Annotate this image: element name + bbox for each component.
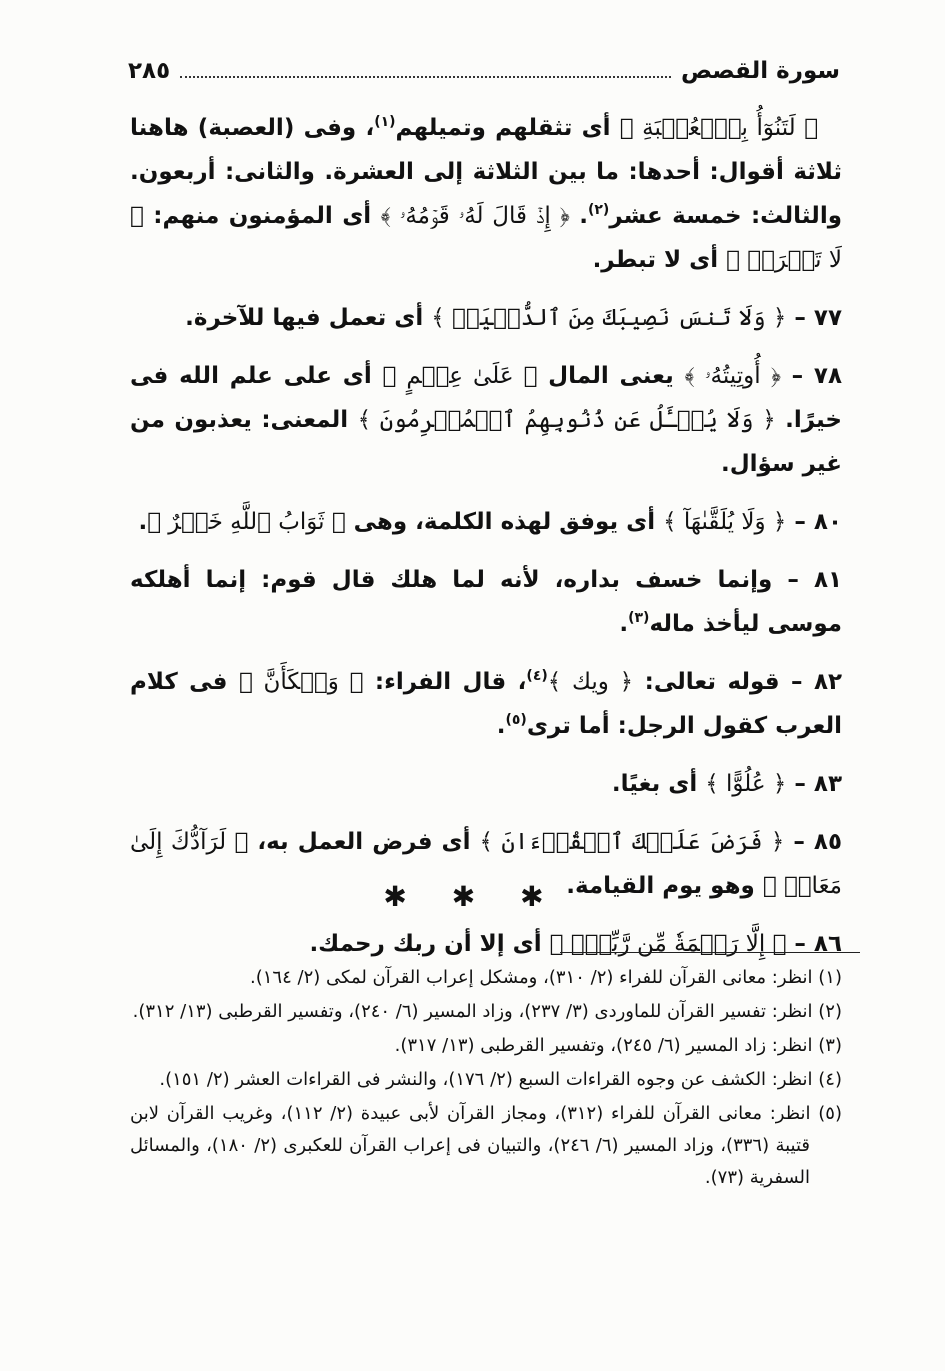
commentary-text: أى إلا أن ربك رحمك. <box>309 931 550 957</box>
paragraph-verse-83 <box>130 762 842 806</box>
footnote-ref: (٣) <box>628 610 650 626</box>
dotted-leader <box>180 58 671 78</box>
footnote-2: (٢) انظر: تفسير القرآن للماوردى (٣/ ٢٣٧)، وزاد المسير (٦/ ٢٤٠)، وتفسير القرطبى (١٣/ ٣١٢). <box>132 1001 842 1022</box>
footnote-divider <box>560 952 860 953</box>
commentary-text: يعنى المال <box>537 363 685 389</box>
commentary-text: وهو يوم القيامة. <box>566 873 763 899</box>
footnote-4: (٤) انظر: الكشف عن وجوه القراءات السبع (٢/ ١٧٦)، والنشر فى القراءات العشر (٢/ ١٥١). <box>159 1069 842 1090</box>
quran-quote: ﴿ لَتَنُوٓأُ بِٱلۡعُصۡبَةِ ﴾ <box>619 115 818 141</box>
commentary-text: أى المؤمنون منهم: <box>143 203 381 229</box>
page-header <box>128 58 840 92</box>
quran-quote: ﴿ عُلُوًّا ﴾ <box>705 771 787 797</box>
quran-quote: ﴿ وَلَا يُلَقَّىٰهَآ ﴾ <box>663 509 787 535</box>
commentary-text: . <box>496 713 506 739</box>
commentary-text: أى لا تبطر. <box>592 247 727 273</box>
footnote-1: (١) انظر: معانى القرآن للفراء (٢/ ٣١٠)، ومشكل إعراب القرآن لمكى (٢/ ١٦٤). <box>250 967 842 988</box>
commentary-text: أى فرض العمل به، <box>248 829 480 855</box>
commentary-text: ، قال الفراء: <box>363 669 527 695</box>
commentary-text: قوله تعالى: <box>633 669 780 695</box>
verse-number: ٨٢ – <box>779 669 843 695</box>
quran-quote: ﴿ إِذۡ قَالَ لَهُۥ قَوۡمُهُۥ ﴾ <box>380 203 570 229</box>
verse-number: ٨٥ – <box>784 829 842 855</box>
commentary-text: فى كلام العرب كقول الرجل: أما ترى <box>130 669 842 739</box>
commentary-text: أى تعمل فيها للآخرة. <box>185 305 432 331</box>
page-number: ٢٨٥ <box>128 58 171 84</box>
verse-number: ٨٦ – <box>786 931 842 957</box>
quran-quote: ﴿ وَلَا يُسۡـَٔلُ عَن ذُنُوبِهِمُ ٱلۡمُجۡرِمُونَ ﴾ <box>357 407 776 433</box>
commentary-text: . <box>138 509 148 535</box>
verse-number: ٨٠ – <box>786 509 842 535</box>
footnote-3: (٣) انظر: زاد المسير (٦/ ٢٤٥)، وتفسير القرطبى (١٣/ ٣١٧). <box>394 1035 842 1056</box>
commentary-text: أى بغيًا. <box>611 771 706 797</box>
footnote-ref: (٥) <box>505 712 527 728</box>
footnotes <box>130 960 842 1196</box>
commentary-text: وإنما خسف بداره، لأنه لما هلك قال قوم: إنما أهلكه موسى ليأخذ ماله <box>130 567 842 637</box>
quran-quote: ﴿ وَيۡكَأَنَّ ﴾ <box>238 669 364 695</box>
paragraph-verse-81 <box>130 558 842 646</box>
commentary-text: أى على علم الله فى خيرًا. <box>130 363 842 433</box>
surah-title: سورة القصص <box>681 58 840 84</box>
quran-quote: ﴿ عَلَىٰ عِلۡمٍ ﴾ <box>382 363 538 389</box>
footnote-ref: (١) <box>374 114 396 130</box>
commentary-text: . <box>569 203 588 229</box>
quran-quote: ﴿ ويك ﴾ <box>547 669 634 695</box>
verse-number: ٨٣ – <box>786 771 842 797</box>
paragraph-verse-80 <box>130 500 842 544</box>
commentary-text: أى يوفق لهذه الكلمة، وهى <box>345 509 664 535</box>
footnote-5: (٥) انظر: معانى القرآن للفراء (٣١٢)، ومجاز القرآن لأبى عبيدة (٢/ ١١٢)، وغريب القرآن لابن قتيبة (٣٣٦)، وزاد المسير (٦/ ٢٤٦)، والتبيان فى إعراب القرآن للعكبرى (٢/ ١٨٠)، والمسائل السفرية (٧٣). <box>130 1103 842 1188</box>
quran-quote: ﴿ إِلَّا رَحۡمَةٗ مِّن رَّبِّكَۖ ﴾ <box>549 931 787 957</box>
quran-quote: ﴿ فَرَضَ عَلَيۡكَ ٱلۡقُرۡءَانَ ﴾ <box>479 829 785 855</box>
commentary-text: أى تثقلهم وتميلهم <box>395 115 620 141</box>
paragraph-intro <box>130 106 842 282</box>
paragraph-verse-82 <box>130 660 842 748</box>
footnote-ref: (٤) <box>526 668 548 684</box>
quran-quote: ﴿ لَا تَفۡرَحۡ ﴾ <box>130 203 842 273</box>
quran-quote: ﴿ لَرَآدُّكَ إِلَىٰ مَعَادٖ ﴾ <box>130 829 842 899</box>
verse-number: ٧٨ – <box>780 363 842 389</box>
quran-quote: ﴿ ثَوَابُ ٱللَّهِ خَيۡرٌ ﴾ <box>147 509 346 535</box>
paragraph-verse-77 <box>130 296 842 340</box>
quran-quote: ﴿ وَلَا تَنسَ نَصِيبَكَ مِنَ ٱلدُّنۡيَاۖ ﴾ <box>431 305 787 331</box>
commentary-text: المعنى: يعذبون من غير سؤال. <box>130 407 842 477</box>
section-separator: ✱ ✱ ✱ <box>383 880 562 913</box>
quran-quote: ﴿ أُوتِيتُهُۥ ﴾ <box>684 363 781 389</box>
main-text <box>130 106 842 980</box>
footnote-ref: (٢) <box>587 202 610 218</box>
commentary-text: ، وفى (العصبة) هاهنا ثلاثة أقوال: أحدها: ما بين الثلاثة إلى العشرة. والثانى: أربعون. والثالث: خمسة عشر <box>130 115 842 229</box>
commentary-text: . <box>619 611 629 637</box>
verse-number: ٨١ – <box>772 567 843 593</box>
paragraph-verse-78 <box>130 354 842 486</box>
verse-number: ٧٧ – <box>786 305 842 331</box>
